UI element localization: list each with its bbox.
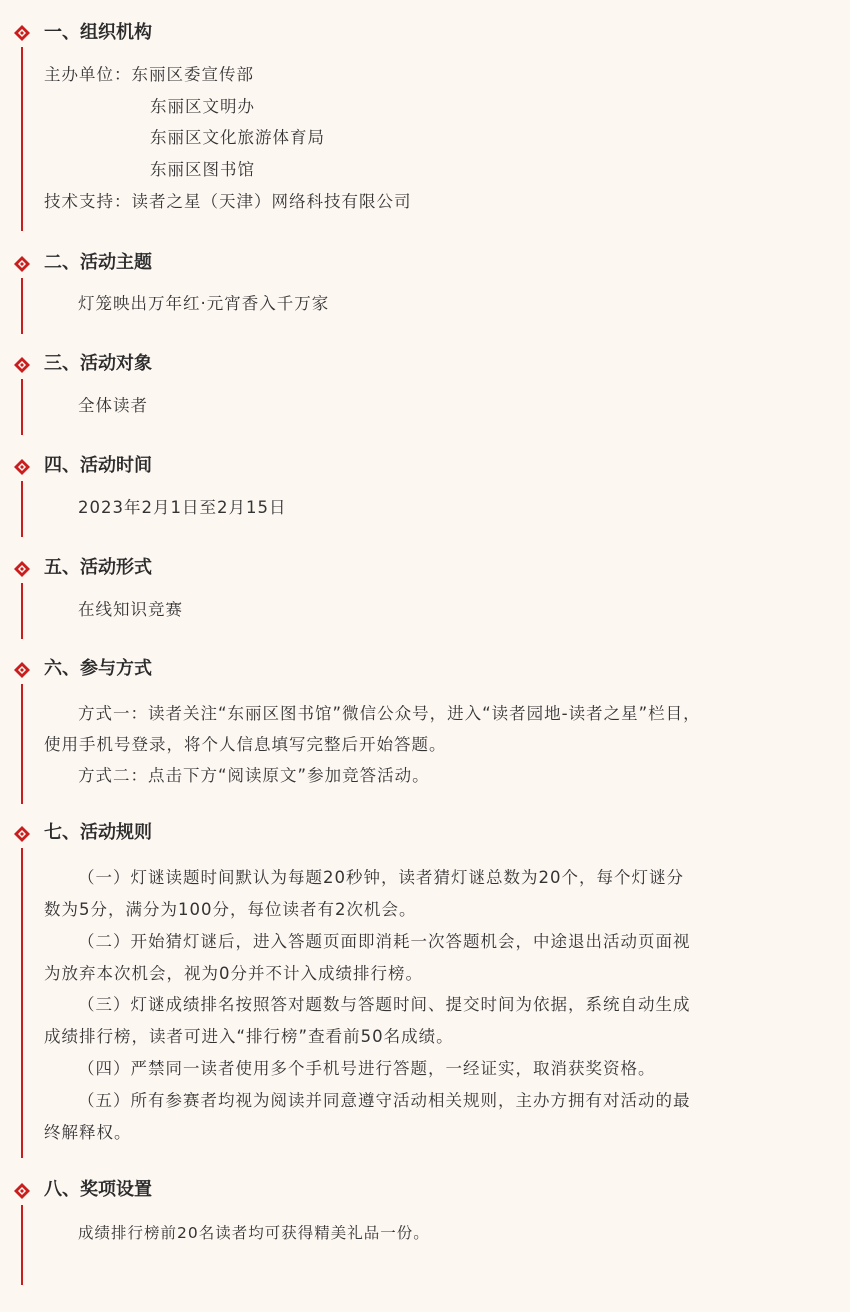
body-text: （一）灯谜读题时间默认为每题20秒钟，读者猜灯谜总数为20个，每个灯谜分 bbox=[78, 868, 684, 887]
body-text: 东丽区图书馆 bbox=[150, 160, 255, 179]
body-text: （三）灯谜成绩排名按照答对题数与答题时间、提交时间为依据，系统自动生成 bbox=[78, 995, 691, 1014]
body-text: 东丽区文化旅游体育局 bbox=[150, 128, 325, 147]
section-divider-line bbox=[21, 278, 23, 334]
section-heading: 七、活动规则 bbox=[44, 822, 152, 843]
section-divider-line bbox=[21, 481, 23, 537]
body-text: 技术支持：读者之星（天津）网络科技有限公司 bbox=[44, 192, 412, 211]
red-diamond-bullet-icon bbox=[14, 561, 30, 577]
section-divider-line bbox=[21, 848, 23, 1158]
body-text: 为放弃本次机会，视为0分并不计入成绩排行榜。 bbox=[44, 964, 423, 983]
body-text: 数为5分，满分为100分，每位读者有2次机会。 bbox=[44, 900, 417, 919]
section-heading: 六、参与方式 bbox=[44, 658, 152, 679]
body-text: 全体读者 bbox=[78, 396, 148, 415]
section-heading: 五、活动形式 bbox=[44, 557, 152, 578]
body-text: （四）严禁同一读者使用多个手机号进行答题，一经证实，取消获奖资格。 bbox=[78, 1059, 656, 1078]
body-text: 使用手机号登录，将个人信息填写完整后开始答题。 bbox=[44, 735, 447, 754]
body-text: 方式二：点击下方“阅读原文”参加竞答活动。 bbox=[78, 766, 430, 785]
section-divider-line bbox=[21, 47, 23, 231]
body-text: 方式一：读者关注“东丽区图书馆”微信公众号，进入“读者园地-读者之星”栏目， bbox=[78, 704, 701, 723]
body-text: 主办单位：东丽区委宣传部 bbox=[44, 65, 254, 84]
red-diamond-bullet-icon bbox=[14, 357, 30, 373]
red-diamond-bullet-icon bbox=[14, 256, 30, 272]
body-text: 成绩排行榜，读者可进入“排行榜”查看前50名成绩。 bbox=[44, 1027, 454, 1046]
red-diamond-bullet-icon bbox=[14, 25, 30, 41]
body-text: （五）所有参赛者均视为阅读并同意遵守活动相关规则，主办方拥有对活动的最 bbox=[78, 1091, 691, 1110]
section-divider-line bbox=[21, 684, 23, 804]
body-text: 灯笼映出万年红·元宵香入千万家 bbox=[78, 294, 330, 313]
section-divider-line bbox=[21, 379, 23, 435]
section-divider-line bbox=[21, 1205, 23, 1285]
red-diamond-bullet-icon bbox=[14, 826, 30, 842]
body-text: 东丽区文明办 bbox=[150, 97, 255, 116]
body-text: 在线知识竞赛 bbox=[78, 600, 183, 619]
body-text: 2023年2月1日至2月15日 bbox=[78, 498, 287, 517]
section-heading: 三、活动对象 bbox=[44, 353, 152, 374]
section-heading: 一、组织机构 bbox=[44, 22, 152, 43]
section-heading: 四、活动时间 bbox=[44, 455, 152, 476]
red-diamond-bullet-icon bbox=[14, 662, 30, 678]
body-text: （二）开始猜灯谜后，进入答题页面即消耗一次答题机会，中途退出活动页面视 bbox=[78, 932, 691, 951]
body-text: 成绩排行榜前20名读者均可获得精美礼品一份。 bbox=[78, 1224, 430, 1242]
red-diamond-bullet-icon bbox=[14, 459, 30, 475]
red-diamond-bullet-icon bbox=[14, 1183, 30, 1199]
body-text: 终解释权。 bbox=[44, 1123, 132, 1142]
section-divider-line bbox=[21, 583, 23, 639]
section-heading: 八、奖项设置 bbox=[44, 1179, 152, 1200]
section-heading: 二、活动主题 bbox=[44, 252, 152, 273]
